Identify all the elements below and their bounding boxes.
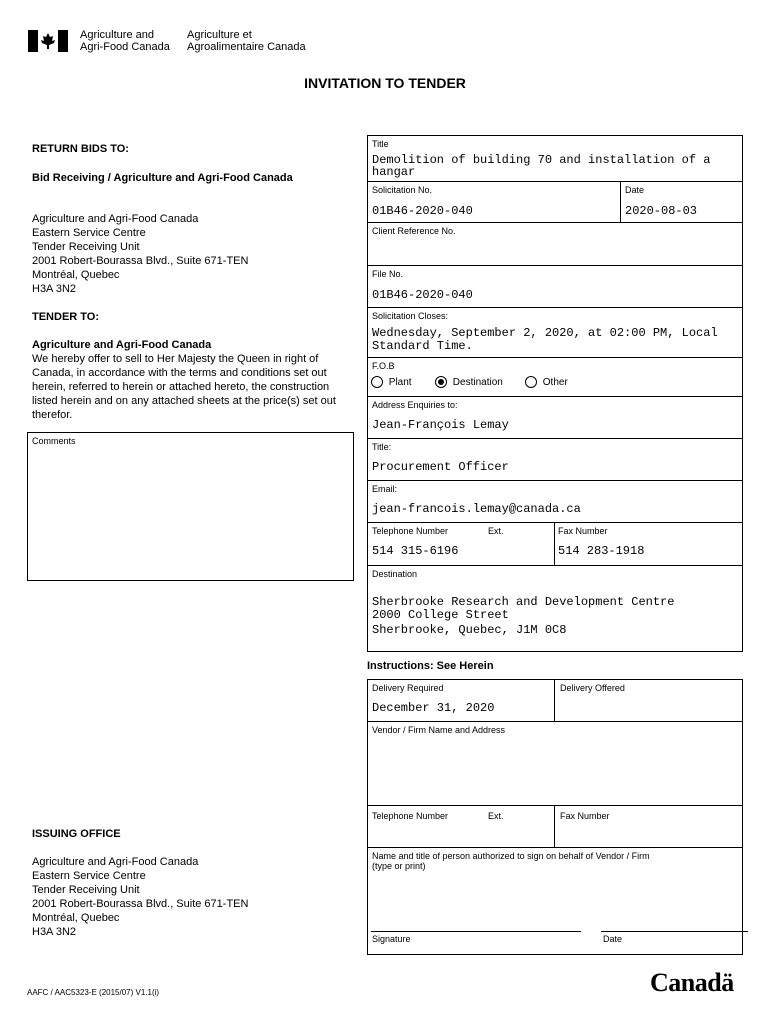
instructions-label: Instructions: See Herein <box>367 660 494 672</box>
sign-date-label: Date <box>603 934 623 944</box>
tender-to-label: TENDER TO: <box>32 311 100 323</box>
canada-flag-icon <box>28 30 68 52</box>
telephone-value: 514 315-6196 <box>372 544 459 558</box>
file-no-label: File No. <box>372 269 404 279</box>
vendor-label: Vendor / Firm Name and Address <box>372 725 506 735</box>
signature-label: Signature <box>372 934 411 944</box>
tender-text-line: We hereby offer to sell to Her Majesty the Queen in right of <box>32 353 319 365</box>
title-value-line1: Demolition of building 70 and installation of a <box>372 153 711 167</box>
divider <box>554 680 555 721</box>
page-title: INVITATION TO TENDER <box>304 75 466 91</box>
fob-destination-label: Destination <box>452 376 503 388</box>
dept-en-line2: Agri-Food Canada <box>80 41 170 53</box>
date-line <box>601 931 748 932</box>
tender-text-line: therefor. <box>32 409 73 421</box>
delivery-required-value: December 31, 2020 <box>372 701 495 715</box>
destination-line3: Sherbrooke, Quebec, J1M 0C8 <box>372 623 567 637</box>
address-line: Tender Receiving Unit <box>32 241 140 253</box>
divider <box>554 523 555 565</box>
solicitation-no-value: 01B46-2020-040 <box>372 204 473 218</box>
dept-fr-line1: Agriculture et <box>187 29 252 41</box>
destination-field[interactable] <box>367 565 743 652</box>
solicitation-closes-field[interactable] <box>367 307 743 358</box>
comments-label: Comments <box>32 436 76 446</box>
department-name-fr <box>187 29 306 53</box>
return-address <box>32 212 248 296</box>
tender-to-org: Agriculture and Agri-Food Canada <box>32 339 212 351</box>
client-reference-field[interactable] <box>367 222 743 266</box>
fob-field <box>367 357 743 397</box>
vendor-ext-label: Ext. <box>488 811 504 821</box>
tender-offer-text <box>32 352 336 422</box>
fob-destination-option[interactable] <box>435 376 503 388</box>
address-line: Tender Receiving Unit <box>32 884 140 896</box>
file-no-field[interactable] <box>367 265 743 308</box>
date-label: Date <box>625 185 645 195</box>
date-value: 2020-08-03 <box>625 204 698 218</box>
comments-field[interactable] <box>27 432 354 581</box>
fax-label: Fax Number <box>558 526 608 536</box>
enquiries-field[interactable] <box>367 396 743 439</box>
address-line: Eastern Service Centre <box>32 227 146 239</box>
email-label: Email: <box>372 484 398 494</box>
signature-line <box>371 931 581 932</box>
form-code: AAFC / AAC5323-E (2015/07) V1.1(i) <box>27 988 160 997</box>
title-value-line2: hangar <box>372 165 416 179</box>
solicitation-row <box>367 181 743 223</box>
address-line: Montréal, Quebec <box>32 269 120 281</box>
delivery-required-label: Delivery Required <box>372 683 444 693</box>
telephone-row <box>367 522 743 566</box>
contact-title-value: Procurement Officer <box>372 460 509 474</box>
delivery-row <box>367 679 743 722</box>
authorized-label-line1: Name and title of person authorized to sign on behalf of Vendor / Firm <box>372 851 650 861</box>
ext-label: Ext. <box>488 526 504 536</box>
file-no-value: 01B46-2020-040 <box>372 288 473 302</box>
destination-line2: 2000 College Street <box>372 608 509 622</box>
issuing-address <box>32 855 248 939</box>
vendor-name-field[interactable] <box>367 721 743 806</box>
authorized-label <box>372 851 650 871</box>
solicitation-no-label: Solicitation No. <box>372 185 433 195</box>
email-field[interactable] <box>367 480 743 523</box>
client-reference-label: Client Reference No. <box>372 226 456 236</box>
vendor-telephone-row <box>367 805 743 848</box>
telephone-label: Telephone Number <box>372 526 449 536</box>
bid-receiving-label: Bid Receiving / Agriculture and Agri-Food Canada <box>32 172 293 184</box>
department-name-en <box>80 29 170 53</box>
address-line: Eastern Service Centre <box>32 870 146 882</box>
issuing-office-label: ISSUING OFFICE <box>32 828 121 840</box>
address-line: 2001 Robert-Bourassa Blvd., Suite 671-TEN <box>32 255 249 267</box>
authorized-signatory-field[interactable] <box>367 847 743 955</box>
return-bids-label: RETURN BIDS TO: <box>32 143 129 155</box>
address-line: H3A 3N2 <box>32 283 77 295</box>
closes-value-line1: Wednesday, September 2, 2020, at 02:00 PM, Local <box>372 326 718 340</box>
email-value: jean-francois.lemay@canada.ca <box>372 502 581 516</box>
address-line: Montréal, Quebec <box>32 912 120 924</box>
address-line: Agriculture and Agri-Food Canada <box>32 856 199 868</box>
enquiries-label: Address Enquiries to: <box>372 400 458 410</box>
title-field[interactable] <box>367 135 743 182</box>
fob-plant-label: Plant <box>388 376 412 388</box>
contact-title-label: Title: <box>372 442 392 452</box>
fob-other-option[interactable] <box>525 376 568 388</box>
closes-value-line2: Standard Time. <box>372 339 473 353</box>
delivery-offered-label: Delivery Offered <box>560 683 625 693</box>
authorized-label-line2: (type or print) <box>372 861 426 871</box>
title-label: Title <box>372 139 389 149</box>
dept-en-line1: Agriculture and <box>80 29 154 41</box>
destination-line1: Sherbrooke Research and Development Centre <box>372 595 675 609</box>
dept-fr-line2: Agroalimentaire Canada <box>187 41 306 53</box>
address-line: Agriculture and Agri-Food Canada <box>32 213 199 225</box>
solicitation-closes-label: Solicitation Closes: <box>372 311 449 321</box>
address-line: H3A 3N2 <box>32 926 77 938</box>
radio-icon[interactable] <box>525 376 537 388</box>
fob-other-label: Other <box>542 376 568 388</box>
vendor-fax-label: Fax Number <box>560 811 610 821</box>
radio-icon[interactable] <box>371 376 383 388</box>
divider <box>620 182 621 222</box>
contact-title-field[interactable] <box>367 438 743 481</box>
radio-selected-icon[interactable] <box>435 376 447 388</box>
destination-label: Destination <box>372 569 418 579</box>
vendor-telephone-label: Telephone Number <box>372 811 449 821</box>
tender-text-line: Canada, in accordance with the terms and conditions set out <box>32 367 327 379</box>
fob-plant-option[interactable] <box>371 376 412 388</box>
canada-wordmark: Canadä <box>650 968 734 997</box>
fob-label: F.O.B <box>372 361 395 371</box>
divider <box>554 806 555 847</box>
tender-text-line: herein, referred to herein or attached hereto, the construction <box>32 381 330 393</box>
address-line: 2001 Robert-Bourassa Blvd., Suite 671-TEN <box>32 898 249 910</box>
tender-text-line: listed herein and on any attached sheets at the price(s) set out <box>32 395 336 407</box>
enquiries-value: Jean-François Lemay <box>372 418 509 432</box>
fax-value: 514 283-1918 <box>558 544 645 558</box>
